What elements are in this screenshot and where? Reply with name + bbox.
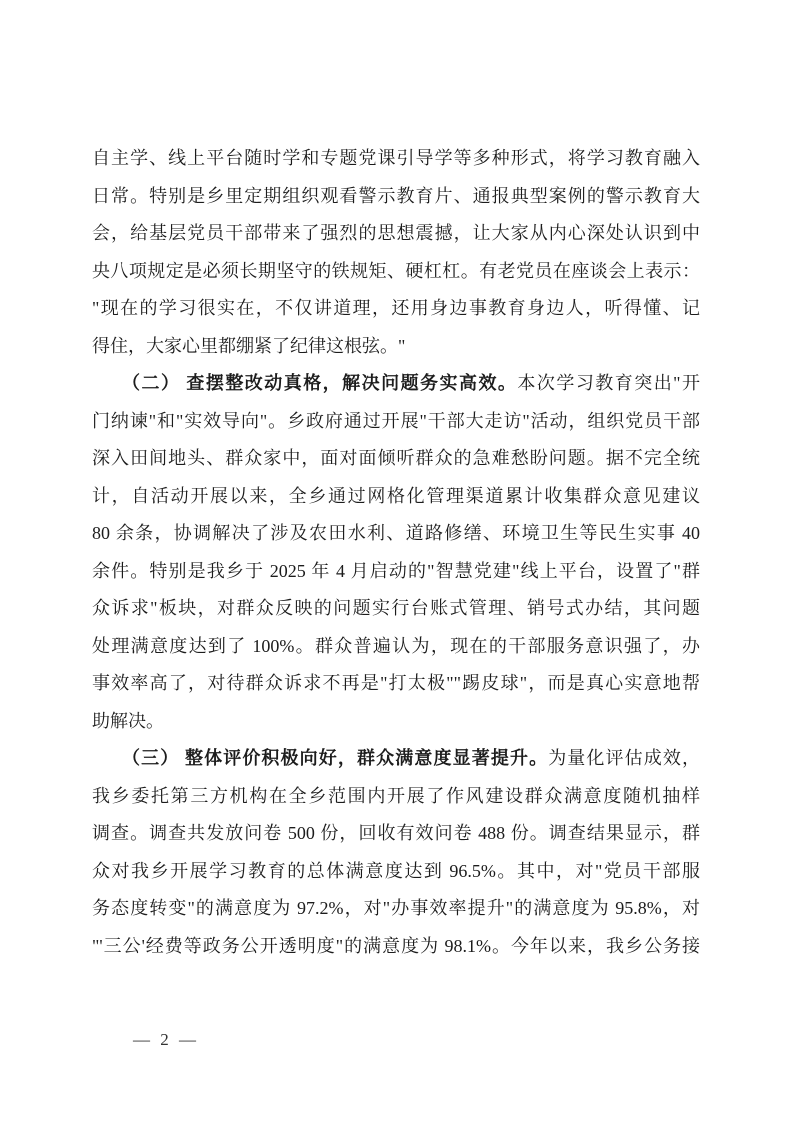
text-line	[92, 928, 700, 966]
body-text: 得住，大家心里都绷紧了纪律这根弦。"	[92, 335, 406, 356]
text-line	[92, 740, 700, 778]
text-line	[92, 178, 700, 216]
body-text: 深入田间地头、群众家中，面对面倾听群众的急难愁盼问题。据不完全统	[92, 448, 700, 468]
heading-text: （二） 查摆整改动真格，解决问题务实高效。	[122, 373, 518, 393]
body-text: 众对我乡开展学习教育的总体满意度达到 96.5%。其中，对"党员干部服	[92, 860, 700, 881]
text-line	[92, 890, 700, 928]
body-text: 计，自活动开展以来，全乡通过网格化管理渠道累计收集群众意见建议	[92, 485, 700, 506]
body-text: 我乡委托第三方机构在全乡范围内开展了作风建设群众满意度随机抽样	[92, 785, 700, 806]
body-text: 助解决。	[92, 710, 164, 731]
body-text: 日常。特别是乡里定期组织观看警示教育片、通报典型案例的警示教育大	[92, 185, 700, 206]
body-text: 为量化评估成效，	[548, 748, 700, 768]
text-line	[92, 553, 700, 591]
document-body	[92, 140, 700, 965]
text-line	[92, 290, 700, 328]
page-number: — 2 —	[133, 1030, 199, 1049]
text-line	[92, 140, 700, 178]
heading-text: （三） 整体评价积极向好，群众满意度显著提升。	[122, 748, 549, 768]
body-text: 处理满意度达到了 100%。群众普遍认为，现在的干部服务意识强了，办	[92, 635, 700, 656]
body-text: 调查。调查共发放问卷 500 份，回收有效问卷 488 份。调查结果显示，群	[92, 823, 700, 843]
body-text: 门纳谏"和"实效导向"。乡政府通过开展"干部大走访"活动，组织党员干部	[92, 410, 700, 431]
text-line	[92, 515, 700, 553]
body-text: 本次学习教育突出"开	[517, 373, 700, 393]
text-line	[92, 215, 700, 253]
text-line	[92, 665, 700, 703]
text-line	[92, 253, 700, 291]
text-line	[92, 778, 700, 816]
text-line	[92, 703, 700, 741]
text-line	[92, 853, 700, 891]
body-text: "'三公'经费等政务公开透明度"的满意度为 98.1%。今年以来，我乡公务接	[92, 935, 700, 956]
text-line	[92, 328, 700, 366]
body-text: "现在的学习很实在，不仅讲道理，还用身边事教育身边人，听得懂、记	[92, 298, 700, 318]
body-text: 众诉求"板块，对群众反映的问题实行台账式管理、销号式办结，其问题	[92, 598, 700, 618]
text-line	[92, 590, 700, 628]
body-text: 务态度转变"的满意度为 97.2%，对"办事效率提升"的满意度为 95.8%，对	[92, 898, 700, 918]
body-text: 80 余条，协调解决了涉及农田水利、道路修缮、环境卫生等民生实事 40	[92, 523, 700, 543]
text-line	[92, 440, 700, 478]
text-line	[92, 628, 700, 666]
text-line	[92, 815, 700, 853]
text-line	[92, 365, 700, 403]
body-text: 余件。特别是我乡于 2025 年 4 月启动的"智慧党建"线上平台，设置了"群	[92, 560, 700, 581]
body-text: 自主学、线上平台随时学和专题党课引导学等多种形式，将学习教育融入	[92, 148, 700, 168]
text-line	[92, 403, 700, 441]
body-text: 会，给基层党员干部带来了强烈的思想震撼，让大家从内心深处认识到中	[92, 223, 700, 243]
body-text: 央八项规定是必须长期坚守的铁规矩、硬杠杠。有老党员在座谈会上表示：	[92, 260, 700, 281]
text-line	[92, 478, 700, 516]
body-text: 事效率高了，对待群众诉求不再是"打太极""踢皮球"，而是真心实意地帮	[92, 673, 700, 693]
